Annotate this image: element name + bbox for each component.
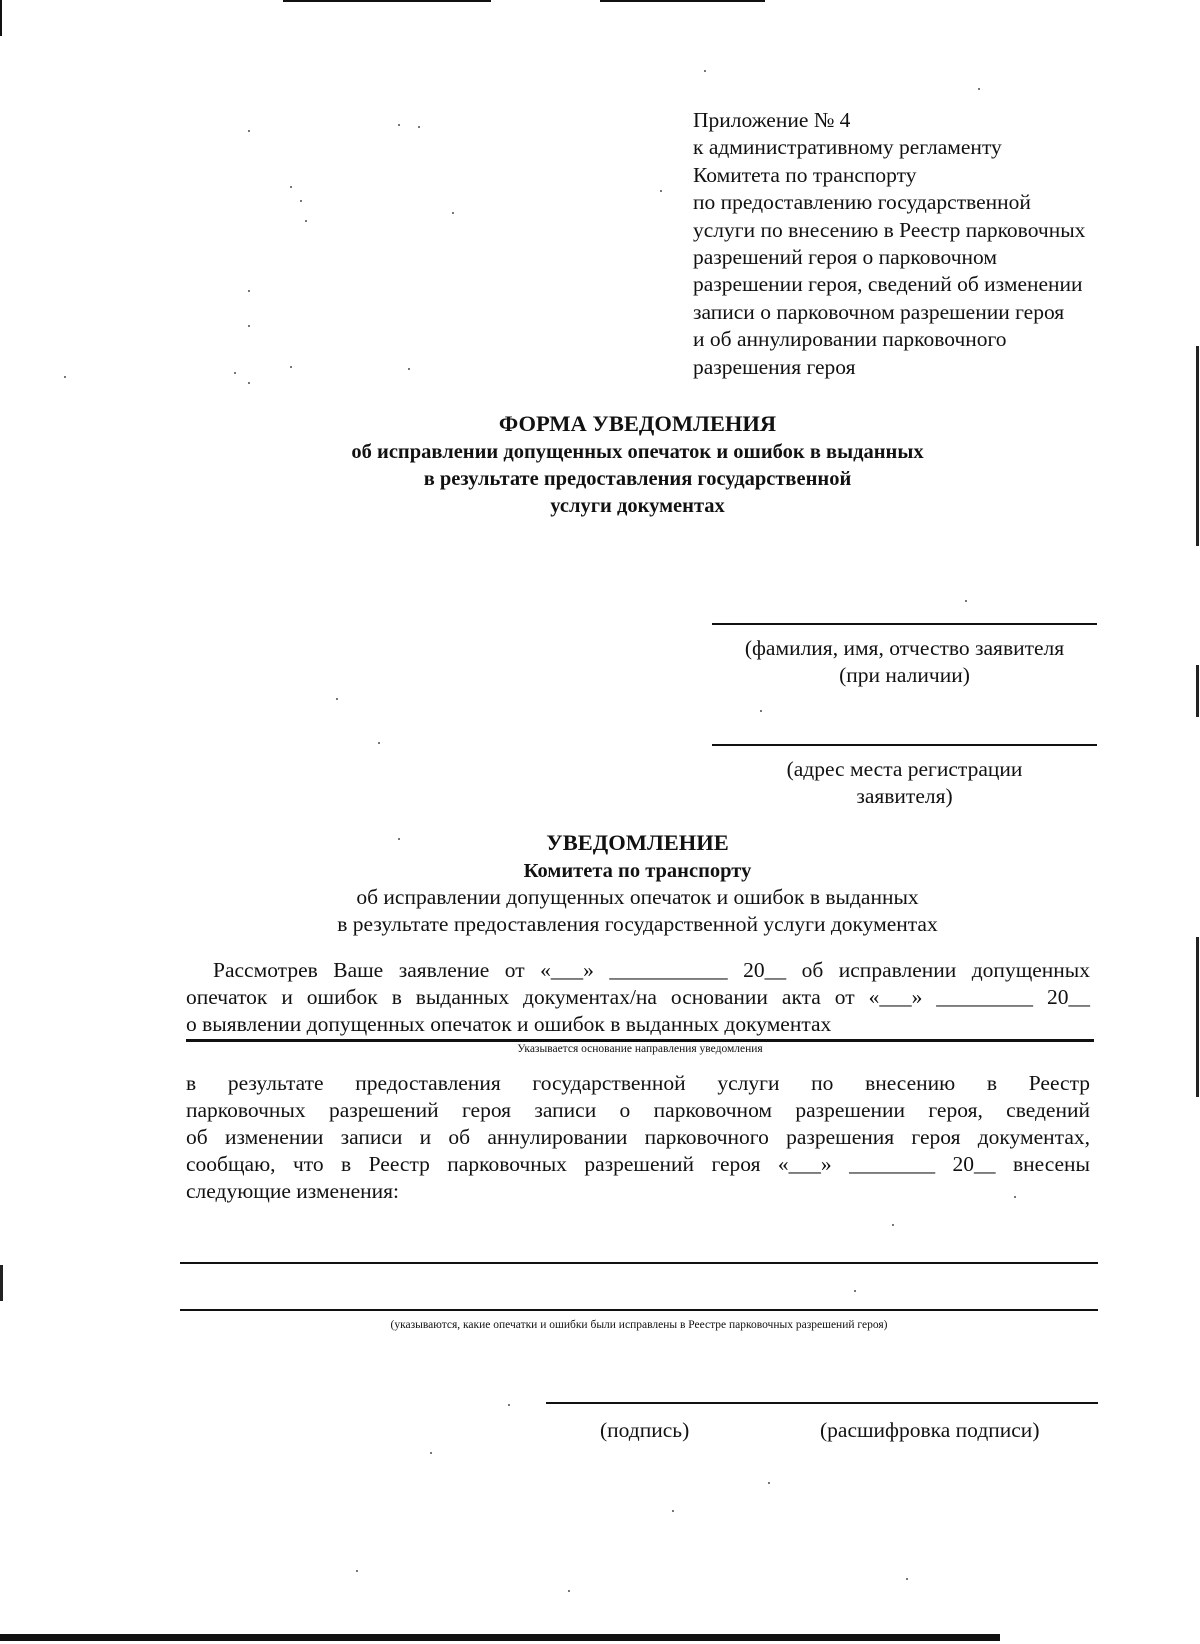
notice-line-2: в результате предоставления государственной услуги документах: [337, 912, 938, 936]
scan-bottom-bar: [0, 1634, 1000, 1641]
scan-top-rule-right: [600, 0, 765, 2]
result-line-4: сообщаю, что в Реестр парковочных разрешений героя «___» ________ 20__ внесены: [186, 1152, 1090, 1176]
applicant-address-caption-2: заявителя): [856, 784, 953, 808]
form-title-line-3: услуги документах: [550, 495, 725, 517]
changes-field-2[interactable]: [180, 1309, 1098, 1311]
appendix-line: разрешения героя: [693, 354, 856, 379]
signature-decode-label: (расшифровка подписи): [820, 1418, 1040, 1442]
notice-line-1: об исправлении допущенных опечаток и ошибок в выданных: [356, 885, 919, 909]
signature-field[interactable]: [546, 1402, 1098, 1404]
notice-subtitle: Комитета по транспорту: [523, 860, 752, 882]
appendix-reference: [693, 107, 1153, 381]
appendix-line: Приложение № 4: [693, 108, 851, 132]
result-line-1: в результате предоставления государственной услуги по внесению в Реестр: [186, 1071, 1090, 1095]
appendix-line: услуги по внесению в Реестр парковочных: [693, 217, 1086, 242]
basis-line-3: о выявлении допущенных опечаток и ошибок в выданных документах: [186, 1012, 832, 1036]
appendix-line: и об аннулировании парковочного: [693, 327, 1007, 352]
basis-underline: [186, 1039, 1094, 1042]
changes-caption: (указываются, какие опечатки и ошибки были исправлены в Реестре парковочных разрешений героя): [390, 1319, 888, 1331]
appendix-line: записи о парковочном разрешении героя: [693, 299, 1065, 324]
scan-left-edge-mark: [0, 0, 2, 36]
changes-field-1[interactable]: [180, 1262, 1098, 1264]
notice-title: УВЕДОМЛЕНИЕ: [546, 830, 729, 855]
appendix-line: Комитета по транспорту: [693, 162, 917, 187]
scan-left-edge-mark-2: [0, 1265, 3, 1301]
signature-label: (подпись): [600, 1418, 690, 1442]
appendix-line: разрешении героя, сведений об изменении: [693, 272, 1083, 297]
form-title: ФОРМА УВЕДОМЛЕНИЯ: [498, 411, 777, 436]
applicant-name-caption: (фамилия, имя, отчество заявителя: [744, 636, 1065, 660]
form-title-line-1: об исправлении допущенных опечаток и ошибок в выданных: [351, 441, 924, 463]
basis-line-1: Рассмотрев Ваше заявление от «___» ___________ 20__ об исправлении допущенных: [213, 958, 1090, 982]
appendix-line: по предоставлению государственной: [693, 190, 1031, 215]
basis-caption: Указывается основание направления уведомления: [517, 1043, 763, 1055]
result-line-2: парковочных разрешений героя записи о парковочном разрешении героя, сведений: [186, 1098, 1090, 1122]
scan-top-rule-left: [283, 0, 491, 2]
appendix-line: разрешений героя о парковочном: [693, 245, 997, 270]
applicant-address-field[interactable]: [712, 744, 1097, 746]
scan-right-edge-mark-3: [1196, 937, 1199, 1097]
result-line-5: следующие изменения:: [186, 1179, 400, 1203]
applicant-name-field[interactable]: [712, 623, 1097, 625]
basis-line-2: опечаток и ошибок в выданных документах/на основании акта от «___» _________ 20__: [186, 985, 1090, 1009]
scan-right-edge-mark-2: [1196, 665, 1199, 717]
result-line-3: об изменении записи и об аннулировании парковочного разрешения героя документах,: [186, 1125, 1090, 1149]
applicant-name-caption-2: (при наличии): [839, 663, 970, 687]
appendix-line: к административному регламенту: [693, 135, 1002, 160]
form-title-line-2: в результате предоставления государственной: [423, 468, 852, 490]
applicant-address-caption: (адрес места регистрации: [786, 757, 1023, 781]
